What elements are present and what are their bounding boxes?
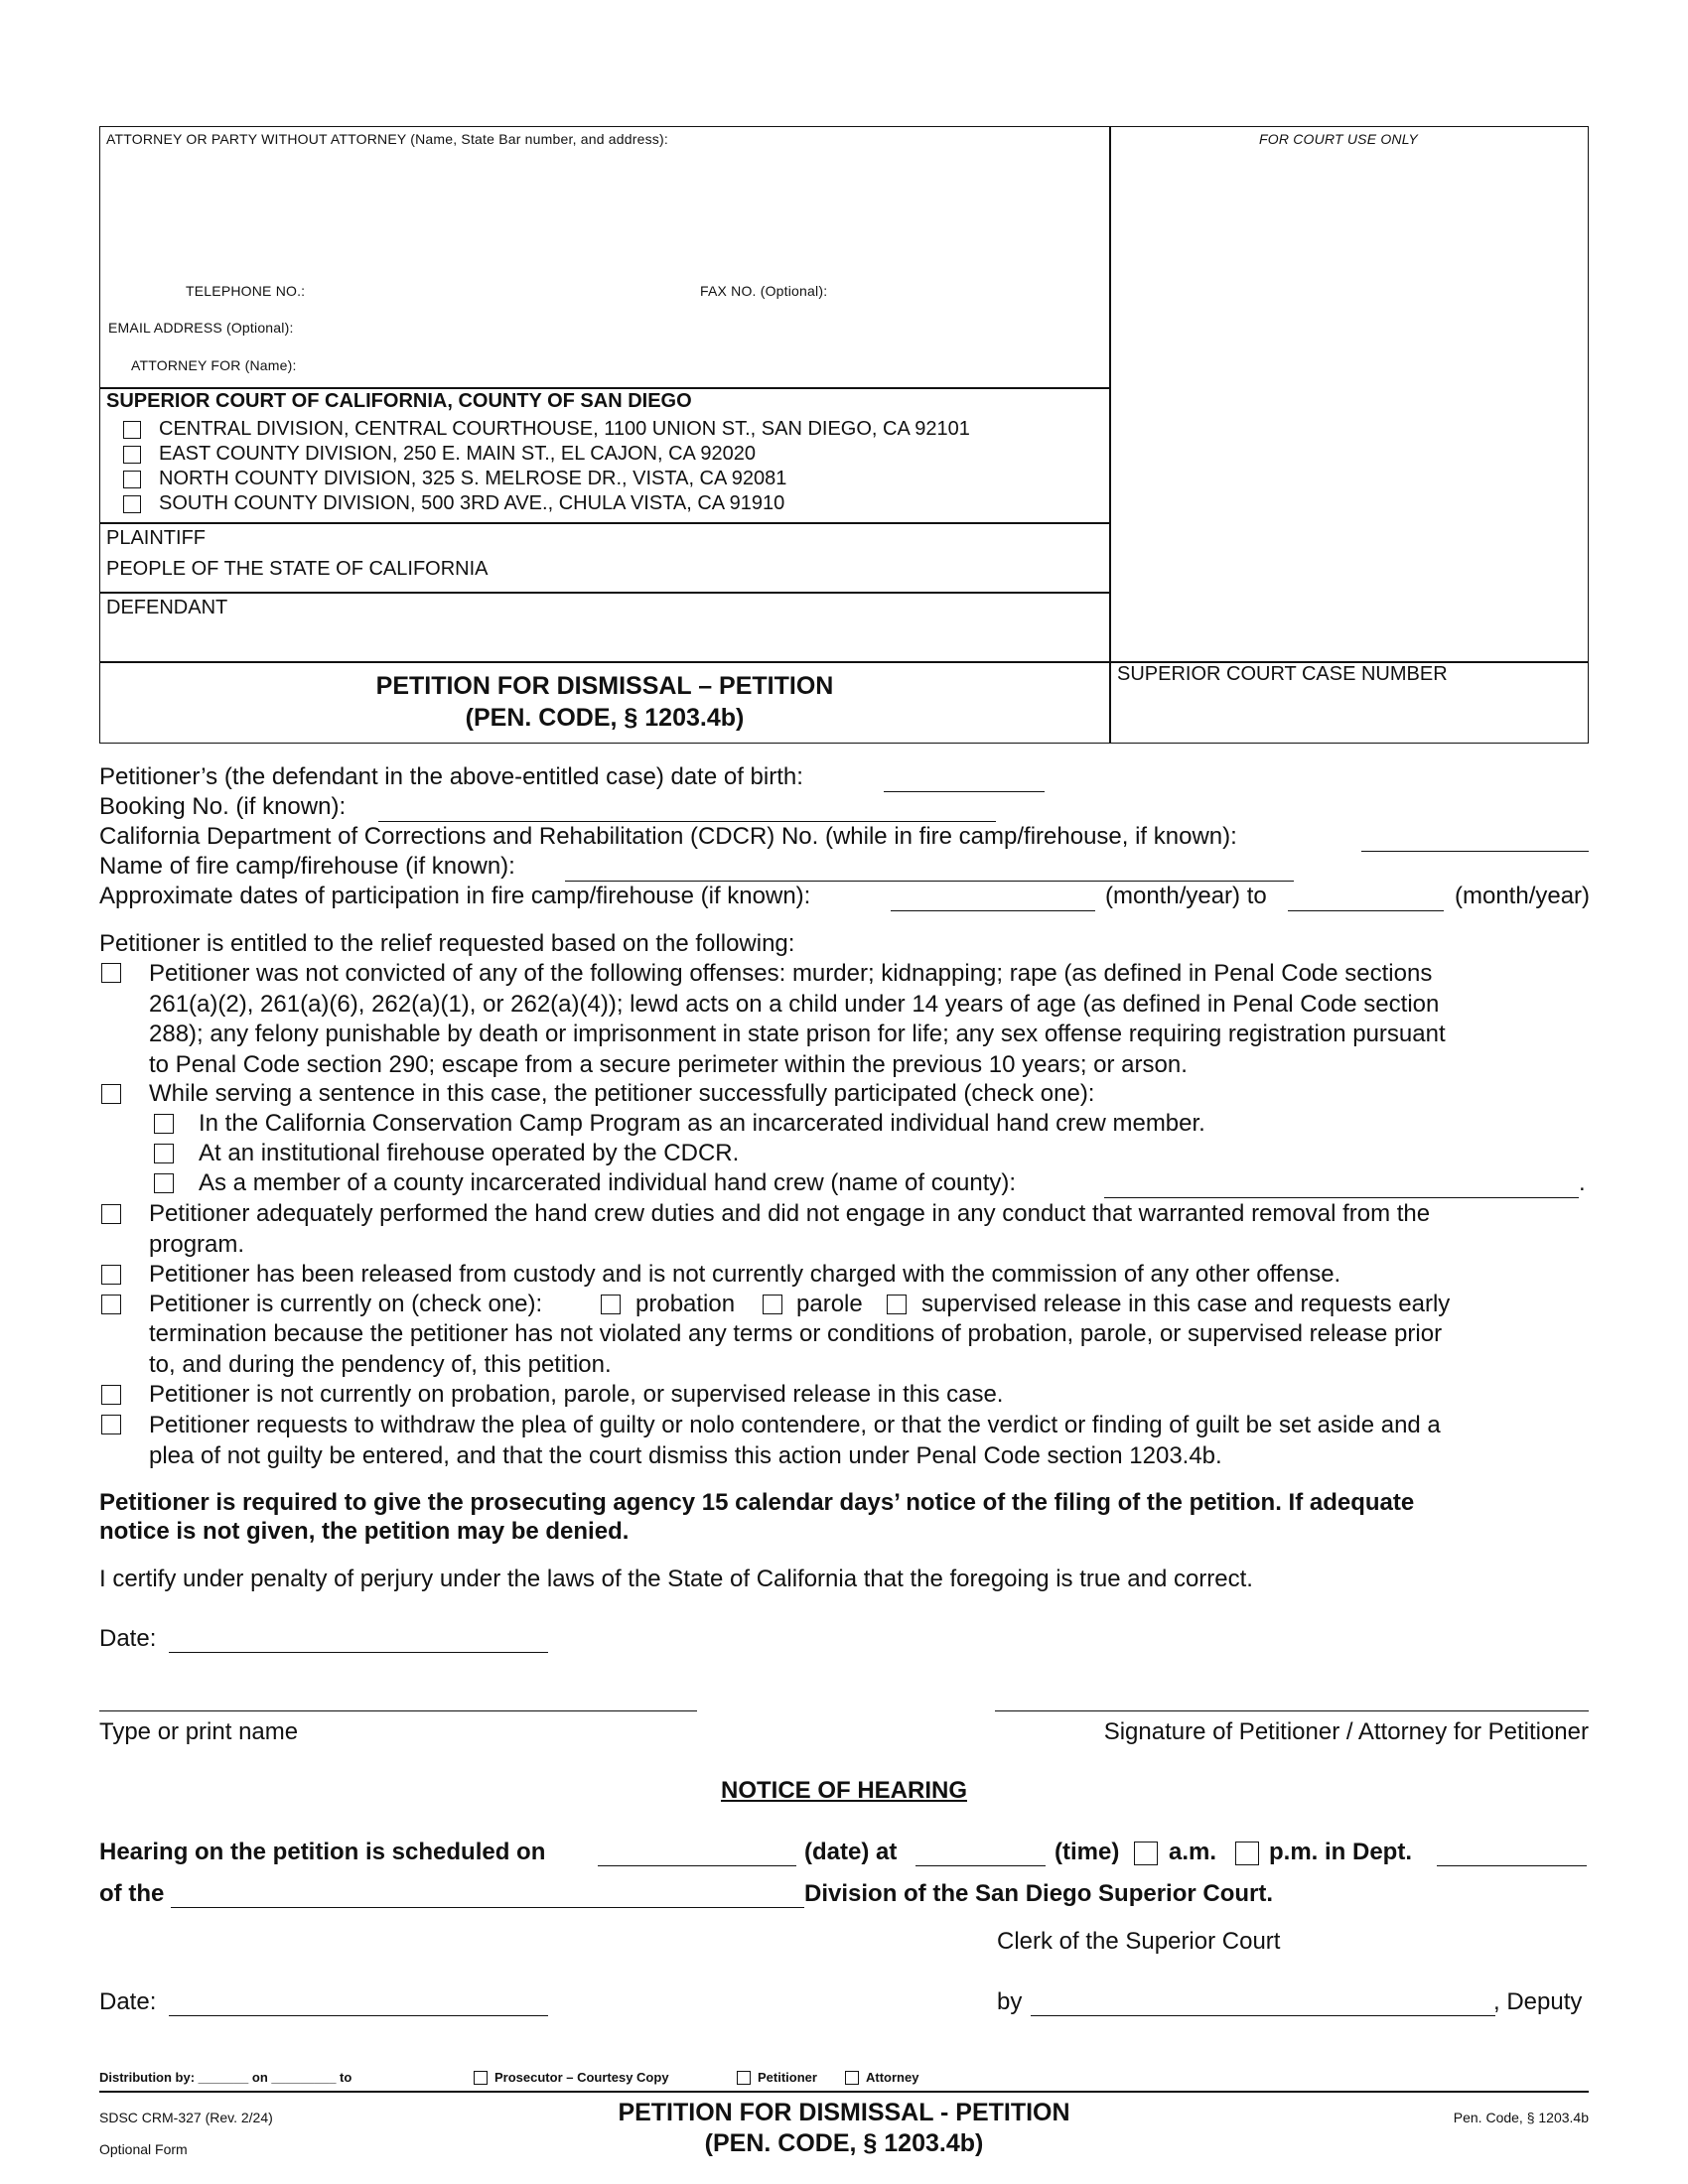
telephone-label: TELEPHONE NO.:: [186, 283, 306, 299]
form-id: SDSC CRM-327 (Rev. 2/24): [99, 2110, 273, 2125]
dates-from-field[interactable]: [891, 910, 1095, 911]
defendant-label: DEFENDANT: [106, 597, 228, 618]
county-name-field[interactable]: [1104, 1197, 1579, 1198]
dob-field[interactable]: [884, 791, 1045, 792]
case-number-field[interactable]: [1114, 691, 1583, 739]
hearing-time-field[interactable]: [915, 1865, 1046, 1866]
booking-field[interactable]: [378, 821, 996, 822]
attorney-for-label: ATTORNEY FOR (Name):: [131, 357, 297, 373]
footer-attorney-checkbox[interactable]: [845, 2071, 859, 2085]
north-division-checkbox[interactable]: [123, 471, 141, 488]
central-division-checkbox[interactable]: [123, 421, 141, 439]
withdraw-plea-checkbox[interactable]: [101, 1415, 121, 1434]
print-name-label: Type or print name: [99, 1718, 299, 1745]
south-division-label: SOUTH COUNTY DIVISION, 500 3RD AVE., CHULA VISTA, CA 91910: [159, 492, 785, 514]
form-title-line2: (PEN. CODE, § 1203.4b): [465, 704, 745, 732]
hearing-date-label: Date:: [99, 1988, 157, 2015]
duties-performed-checkbox[interactable]: [101, 1204, 121, 1224]
deputy-label: , Deputy: [1493, 1988, 1583, 2015]
attorney-info-field[interactable]: [103, 151, 1104, 280]
footer-title-line1: PETITION FOR DISMISSAL - PETITION: [618, 2099, 1070, 2126]
participated-text: While serving a sentence in this case, the petitioner successfully participated (check one):: [149, 1080, 1095, 1107]
plaintiff-value: PEOPLE OF THE STATE OF CALIFORNIA: [106, 558, 489, 580]
county-crew-text: As a member of a county incarcerated individual hand crew (name of county):: [199, 1169, 1017, 1196]
email-label: EMAIL ADDRESS (Optional):: [108, 320, 294, 336]
by-label: by: [997, 1988, 1023, 2015]
pm-checkbox[interactable]: [1235, 1842, 1259, 1865]
county-crew-checkbox[interactable]: [154, 1173, 174, 1193]
duties-performed-text: Petitioner adequately performed the hand crew duties and did not engage in any conduct that warranted removal from the program.: [149, 1200, 1431, 1258]
conservation-camp-text: In the California Conservation Camp Program as an incarcerated individual hand crew member.: [199, 1110, 1205, 1137]
fax-label: FAX NO. (Optional):: [700, 283, 828, 299]
optional-form: Optional Form: [99, 2141, 188, 2157]
cdcr-label: California Department of Corrections and Rehabilitation (CDCR) No. (while in fire camp/firehouse, if known):: [99, 823, 1237, 850]
withdraw-plea-text: Petitioner requests to withdraw the plea of guilty or nolo contendere, or that the verdict or finding of guilt be set aside and a plea of not guilty be entered, and that the court dismiss this action under Penal Code section 1203.4b.: [149, 1412, 1441, 1469]
firehouse-checkbox[interactable]: [154, 1144, 174, 1163]
attorney-label: ATTORNEY OR PARTY WITHOUT ATTORNEY (Name, State Bar number, and address):: [106, 131, 668, 147]
parole-label: parole: [796, 1291, 863, 1317]
footer-rule: [99, 2091, 1589, 2093]
prosecutor-label: Prosecutor – Courtesy Copy: [494, 2070, 669, 2085]
dates-label: Approximate dates of participation in fire camp/firehouse (if known):: [99, 883, 811, 909]
hearing-date-field[interactable]: [598, 1865, 796, 1866]
central-division-label: CENTRAL DIVISION, CENTRAL COURTHOUSE, 1100 UNION ST., SAN DIEGO, CA 92101: [159, 418, 970, 440]
dept-field[interactable]: [1437, 1865, 1587, 1866]
parole-checkbox[interactable]: [763, 1295, 782, 1314]
month-year-to: (month/year) to: [1105, 883, 1267, 909]
of-the-label: of the: [99, 1880, 165, 1907]
division-field[interactable]: [171, 1907, 804, 1908]
booking-label: Booking No. (if known):: [99, 793, 347, 820]
participated-checkbox[interactable]: [101, 1084, 121, 1104]
south-division-checkbox[interactable]: [123, 495, 141, 513]
hearing-sign-date-field[interactable]: [169, 2015, 548, 2016]
hearing-time-label: (time): [1055, 1839, 1120, 1865]
county-crew-period: .: [1579, 1169, 1586, 1196]
header-divider: [1109, 126, 1111, 744]
firehouse-text: At an institutional firehouse operated by the CDCR.: [199, 1140, 740, 1166]
north-division-label: NORTH COUNTY DIVISION, 325 S. MELROSE DR., VISTA, CA 92081: [159, 468, 787, 489]
currently-on-checkbox[interactable]: [101, 1295, 121, 1314]
am-label: a.m.: [1169, 1839, 1217, 1865]
division-text: Division of the San Diego Superior Court.: [804, 1880, 1274, 1907]
footer-petitioner-checkbox[interactable]: [737, 2071, 751, 2085]
pm-dept-label: p.m. in Dept.: [1269, 1839, 1412, 1865]
dates-to-field[interactable]: [1288, 910, 1444, 911]
footer-petitioner-label: Petitioner: [758, 2070, 817, 2085]
court-use-label: FOR COURT USE ONLY: [1259, 131, 1418, 147]
currently-on-continuation: termination because the petitioner has not violated any terms or conditions of probation, parole, or supervised release prior to, and during the pendency of, this petition.: [149, 1320, 1443, 1378]
not-convicted-text: Petitioner was not convicted of any of the following offenses: murder; kidnapping; rape (as defined in Penal Code sections 261(a)(2), 261(a)(6), 262(a)(1), or 262(a)(4)); lewd acts on a child under 14 years of age (as defined in Penal Code section 288); any felony punishable by death or imprisonment in state prison for life; any sex offense requiring registration pursuant to Penal Code section 290; escape from a secure perimeter within the previous 10 years; or arson.: [149, 960, 1446, 1078]
probation-label: probation: [635, 1291, 736, 1317]
hearing-date-at: (date) at: [804, 1839, 898, 1865]
defendant-field[interactable]: [103, 621, 1104, 657]
date-field[interactable]: [169, 1652, 548, 1653]
dob-label: Petitioner’s (the defendant in the above-entitled case) date of birth:: [99, 763, 803, 790]
east-division-label: EAST COUNTY DIVISION, 250 E. MAIN ST., EL CAJON, CA 92020: [159, 443, 756, 465]
clerk-label: Clerk of the Superior Court: [997, 1928, 1281, 1955]
distribution-by: Distribution by: _______ on _________ to: [99, 2070, 352, 2085]
not-on-probation-checkbox[interactable]: [101, 1385, 121, 1405]
released-checkbox[interactable]: [101, 1265, 121, 1285]
hearing-title: NOTICE OF HEARING: [720, 1777, 967, 1804]
clerk-signature-field[interactable]: [1031, 2015, 1495, 2016]
cdcr-field[interactable]: [1361, 851, 1589, 852]
footer-title-line2: (PEN. CODE, § 1203.4b): [704, 2129, 984, 2157]
am-checkbox[interactable]: [1134, 1842, 1158, 1865]
supervised-release-label: supervised release in this case and requests early: [921, 1291, 1451, 1317]
hearing-scheduled-label: Hearing on the petition is scheduled on: [99, 1839, 546, 1865]
camp-name-label: Name of fire camp/firehouse (if known):: [99, 853, 515, 880]
signature-label: Signature of Petitioner / Attorney for Petitioner: [1103, 1718, 1589, 1745]
camp-name-field[interactable]: [565, 881, 1294, 882]
code-reference: Pen. Code, § 1203.4b: [1453, 2110, 1589, 2125]
print-name-field[interactable]: [99, 1710, 697, 1711]
prosecutor-checkbox[interactable]: [474, 2071, 488, 2085]
currently-on-text: Petitioner is currently on (check one):: [149, 1291, 543, 1317]
notice-requirement: Petitioner is required to give the prosecuting agency 15 calendar days’ notice of the filing of the petition. If adequate notice is not given, the petition may be denied.: [99, 1489, 1415, 1545]
not-convicted-checkbox[interactable]: [101, 963, 121, 983]
relief-intro: Petitioner is entitled to the relief requested based on the following:: [99, 930, 795, 957]
form-title-line1: PETITION FOR DISMISSAL – PETITION: [375, 672, 834, 700]
certify-statement: I certify under penalty of perjury under the laws of the State of California that the foregoing is true and correct.: [99, 1566, 1253, 1592]
case-number-label: SUPERIOR COURT CASE NUMBER: [1117, 663, 1448, 685]
conservation-camp-checkbox[interactable]: [154, 1114, 174, 1134]
east-division-checkbox[interactable]: [123, 446, 141, 464]
supervised-release-checkbox[interactable]: [887, 1295, 907, 1314]
footer-attorney-label: Attorney: [866, 2070, 919, 2085]
month-year: (month/year): [1455, 883, 1591, 909]
plaintiff-label: PLAINTIFF: [106, 527, 207, 549]
not-on-probation-text: Petitioner is not currently on probation, parole, or supervised release in this case.: [149, 1381, 1004, 1408]
signature-field[interactable]: [995, 1710, 1589, 1711]
court-name: SUPERIOR COURT OF CALIFORNIA, COUNTY OF SAN DIEGO: [106, 390, 692, 412]
probation-checkbox[interactable]: [601, 1295, 621, 1314]
date-label: Date:: [99, 1625, 157, 1652]
released-text: Petitioner has been released from custody and is not currently charged with the commission of any other offense.: [149, 1261, 1341, 1288]
